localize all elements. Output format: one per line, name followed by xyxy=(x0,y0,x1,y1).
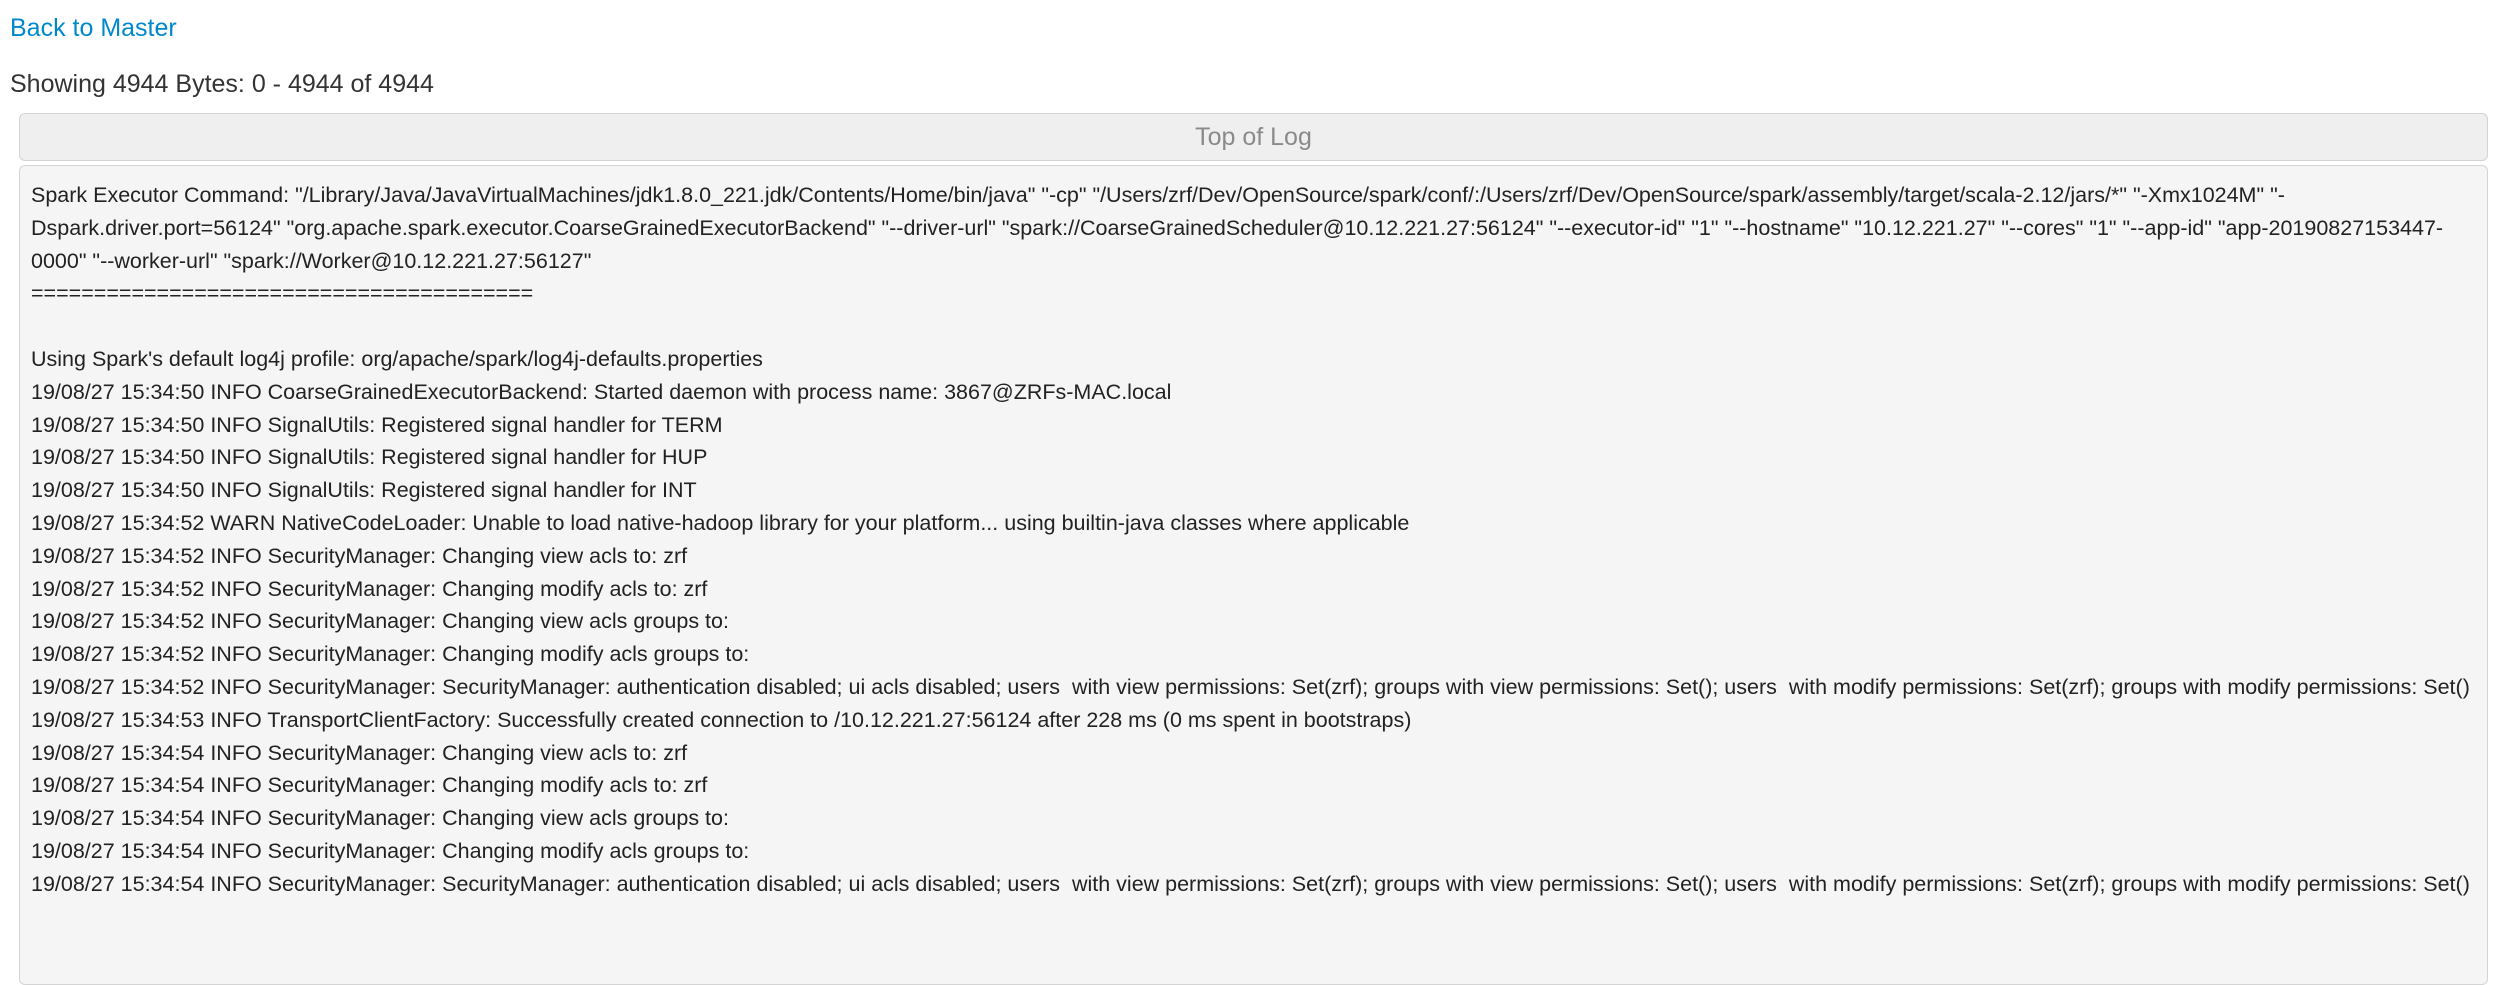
log-content[interactable] xyxy=(19,165,2488,985)
log-line xyxy=(31,310,2477,343)
log-line: 19/08/27 15:34:50 INFO SignalUtils: Registered signal handler for HUP xyxy=(31,445,708,470)
log-line: 19/08/27 15:34:52 INFO SecurityManager: SecurityManager: authentication disabled; ui acls disabled; users with view permissions: Set(zrf); groups with view permissions: Set(); users with modify permissions: Set(zrf); groups with modify permissions: Set() xyxy=(31,674,2470,699)
log-line: 19/08/27 15:34:54 INFO SecurityManager: Changing view acls groups to: xyxy=(31,806,735,831)
log-line: 19/08/27 15:34:50 INFO SignalUtils: Registered signal handler for TERM xyxy=(31,412,723,437)
log-line: Using Spark's default log4j profile: org/apache/spark/log4j-defaults.properties xyxy=(31,346,763,371)
byte-range-status: Showing 4944 Bytes: 0 - 4944 of 4944 xyxy=(10,70,434,98)
log-text xyxy=(31,179,2477,901)
top-of-log-button[interactable]: Top of Log xyxy=(19,113,2488,161)
log-line: 19/08/27 15:34:54 INFO SecurityManager: SecurityManager: authentication disabled; ui acls disabled; users with view permissions: Set(zrf); groups with view permissions: Set(); users with modify permissions: Set(zrf); groups with modify permissions: Set() xyxy=(31,871,2470,896)
log-line: 19/08/27 15:34:50 INFO SignalUtils: Registered signal handler for INT xyxy=(31,478,697,503)
log-line: Spark Executor Command: "/Library/Java/JavaVirtualMachines/jdk1.8.0_221.jdk/Contents/Home/bin/java" "-cp" "/Users/zrf/Dev/OpenSource/spark/conf/:/Users/zrf/Dev/OpenSource/spark/assembly/target/scala-2.12/jars/*" "-Xmx1024M" "-Dspark.driver.port=56124" "org.apache.spark.executor.CoarseGrainedExecutorBackend" "--driver-url" "spark://CoarseGrainedScheduler@10.12.221.27:56124" "--executor-id" "1" "--hostname" "10.12.221.27" "--cores" "1" "--app-id" "app-20190827153447-0000" "--worker-url" "spark://Worker@10.12.221.27:56127" xyxy=(31,183,2444,273)
log-line: 19/08/27 15:34:54 INFO SecurityManager: Changing modify acls to: zrf xyxy=(31,773,708,798)
log-line: 19/08/27 15:34:54 INFO SecurityManager: Changing view acls to: zrf xyxy=(31,740,688,765)
log-line: 19/08/27 15:34:53 INFO TransportClientFactory: Successfully created connection to /10.12.221.27:56124 after 228 ms (0 ms spent in bootstraps) xyxy=(31,707,1412,732)
log-line: 19/08/27 15:34:52 INFO SecurityManager: Changing view acls to: zrf xyxy=(31,543,688,568)
back-to-master-link[interactable]: Back to Master xyxy=(10,14,177,42)
log-line: 19/08/27 15:34:52 WARN NativeCodeLoader: Unable to load native-hadoop library for your platform... using builtin-java classes where applicable xyxy=(31,510,1410,535)
log-line: 19/08/27 15:34:54 INFO SecurityManager: Changing modify acls groups to: xyxy=(31,838,756,863)
log-line: ======================================== xyxy=(31,281,534,306)
log-line: 19/08/27 15:34:52 INFO SecurityManager: Changing modify acls groups to: xyxy=(31,642,756,667)
log-line: 19/08/27 15:34:52 INFO SecurityManager: Changing view acls groups to: xyxy=(31,609,735,634)
log-line: 19/08/27 15:34:50 INFO CoarseGrainedExecutorBackend: Started daemon with process name: 3867@ZRFs-MAC.local xyxy=(31,379,1172,404)
log-line: 19/08/27 15:34:52 INFO SecurityManager: Changing modify acls to: zrf xyxy=(31,576,708,601)
